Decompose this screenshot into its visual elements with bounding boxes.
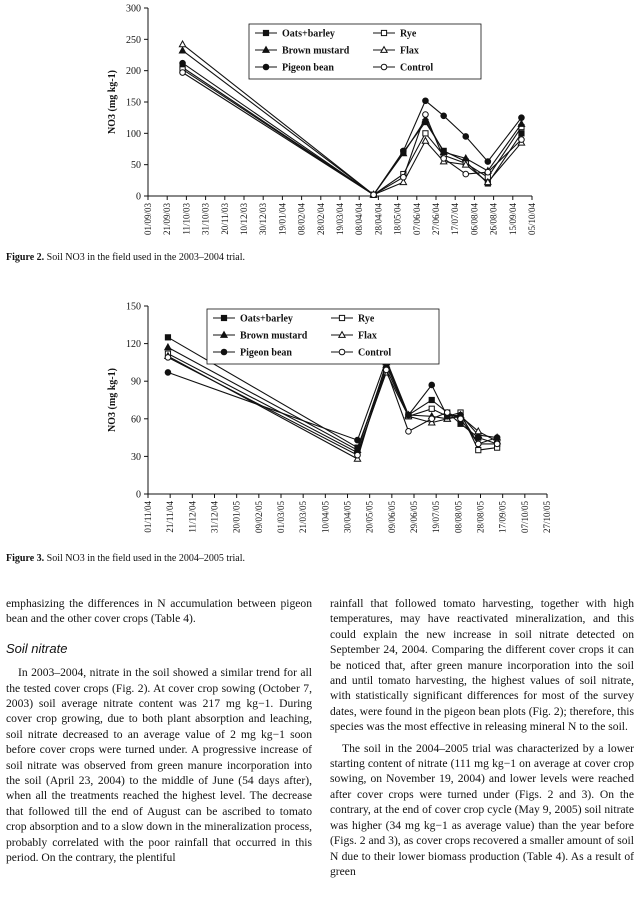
section-title: Soil nitrate	[6, 640, 68, 656]
data-point-marker	[494, 441, 500, 447]
y-tick-label: 150	[126, 301, 141, 313]
data-point-marker	[485, 159, 491, 165]
data-point-marker	[441, 156, 447, 162]
x-tick-label: 20/01/05	[231, 501, 242, 534]
right-column	[330, 596, 634, 879]
x-tick-label: 09/06/05	[386, 501, 397, 534]
y-tick-label: 0	[136, 191, 141, 203]
x-tick-label: 21/03/05	[298, 501, 309, 534]
figure-3-caption-label: Figure 3.	[6, 553, 45, 564]
data-point-marker	[429, 416, 435, 422]
data-point-marker	[221, 349, 227, 355]
y-tick-label: 30	[131, 451, 141, 463]
x-tick-label: 11/12/04	[187, 501, 198, 533]
data-point-marker	[519, 137, 525, 143]
x-tick-label: 19/01/04	[277, 203, 288, 236]
data-point-marker	[494, 435, 500, 441]
y-tick-label: 60	[131, 414, 141, 426]
x-tick-label: 30/04/05	[342, 501, 353, 534]
x-tick-label: 19/03/04	[335, 203, 345, 236]
x-tick-label: 27/10/05	[542, 501, 552, 534]
x-tick-label: 29/06/05	[409, 501, 419, 534]
data-point-marker	[476, 448, 481, 453]
x-tick-label: 01/11/04	[143, 501, 153, 533]
data-point-marker	[458, 416, 464, 422]
x-tick-label: 01/03/05	[276, 501, 286, 534]
series-line	[183, 63, 522, 195]
paragraph: emphasizing the differences in N accumulation between pigeon bean and the other cover crops (Table 4).	[6, 597, 312, 626]
data-point-marker	[179, 47, 185, 53]
x-tick-label: 17/07/04	[450, 203, 461, 236]
data-point-marker	[179, 41, 185, 47]
data-point-marker	[165, 370, 171, 376]
data-point-marker	[263, 30, 268, 35]
data-point-marker	[263, 64, 269, 70]
x-tick-label: 27/06/04	[431, 203, 441, 236]
data-point-marker	[165, 335, 170, 340]
series-line	[183, 68, 522, 195]
series-line	[168, 357, 497, 455]
x-tick-label: 31/12/04	[209, 501, 220, 534]
data-point-marker	[423, 112, 429, 118]
figure-2-caption	[6, 252, 245, 263]
x-tick-label: 11/10/03	[181, 203, 192, 235]
y-axis-label: NO3 (mg kg-1)	[107, 70, 118, 134]
data-point-marker	[429, 397, 434, 402]
data-point-marker	[423, 98, 429, 104]
left-column	[6, 596, 312, 866]
x-tick-label: 10/12/03	[239, 203, 249, 236]
data-point-marker	[429, 382, 435, 388]
x-tick-label: 20/11/03	[219, 203, 230, 235]
legend-label: Brown mustard	[240, 330, 308, 342]
x-tick-label: 19/07/05	[431, 501, 442, 534]
data-point-marker	[165, 344, 171, 350]
data-point-marker	[423, 131, 428, 136]
legend-label: Pigeon bean	[240, 347, 292, 359]
data-point-marker	[475, 441, 481, 447]
figure-2-chart	[0, 0, 640, 240]
x-tick-label: 06/08/04	[469, 203, 480, 236]
data-point-marker	[165, 355, 171, 361]
y-tick-label: 50	[131, 160, 141, 172]
figure-2-caption-label: Figure 2.	[6, 252, 45, 263]
x-tick-label: 20/05/05	[364, 501, 375, 534]
legend-label: Brown mustard	[282, 45, 350, 57]
data-point-marker	[371, 192, 377, 198]
paragraph: rainfall that followed tomato harvesting, together with high temperatures, may have reactivated mineralization, and this could explain the new increase in soil nitrate detected on September 24, 2004. Comparing the different cover crops it can be noticed that, after green manure incorporation into the soil and until tomato harvesting, the highest values of soil nitrate, with statistically significant differences for most of the survey dates, were found in the pigeon bean plots (Fig. 2); therefore, this species was the most effective in releasing mineral N to the soil.	[330, 597, 634, 734]
y-tick-label: 120	[126, 339, 141, 351]
figure-3-chart	[0, 296, 640, 546]
data-point-marker	[355, 437, 361, 443]
data-point-marker	[444, 410, 450, 416]
series-line	[168, 354, 497, 453]
x-tick-label: 09/02/05	[253, 501, 264, 534]
series-line	[168, 360, 497, 444]
paragraph: In 2003–2004, nitrate in the soil showed a similar trend for all the tested cover crops (Fig. 2). At cover crop sowing (October 7, 2003) soil average nitrate content was 217 mg kg−1. During cover crop growing, due to both plant absorption and leaching, soil nitrate decreased to an average value of 2 mg kg−1 soon before cover crops were turned under. A progressive increase of soil nitrate was observed from green manure incorporation into the soil (April 23, 2004) to the middle of June (54 days after), when all the treatments reached the highest level. The decrease that followed till the end of August can be ascribed to tomato crop absorption and to a slow down in the mineralization process, probably correlated with the poor rainfall that occurred in this period. On the contrary, the plentiful	[6, 666, 312, 865]
x-tick-label: 08/02/04	[296, 203, 307, 236]
legend-label: Rye	[400, 28, 417, 40]
data-point-marker	[381, 64, 387, 70]
x-tick-label: 07/10/05	[519, 501, 530, 534]
data-point-marker	[381, 30, 386, 35]
x-tick-label: 07/06/04	[411, 203, 422, 236]
data-point-marker	[355, 452, 361, 458]
y-tick-label: 0	[136, 489, 141, 501]
data-point-marker	[180, 60, 186, 66]
figure-3-caption-text: Soil NO3 in the field used in the 2004–2005 trial.	[46, 553, 245, 564]
legend-label: Flax	[400, 45, 419, 57]
x-tick-label: 08/04/04	[354, 203, 365, 236]
series-line	[183, 69, 522, 194]
x-tick-label: 15/09/04	[507, 203, 518, 236]
data-point-marker	[485, 169, 491, 175]
y-tick-label: 100	[126, 128, 141, 140]
x-tick-label: 05/10/04	[527, 203, 537, 236]
y-tick-label: 90	[131, 376, 141, 388]
paragraph: The soil in the 2004–2005 trial was characterized by a lower starting content of nitrate (111 mg kg−1 on average at cover crop sowing, on November 19, 2004) and lower levels were reached after cover crops were turned under (Figs. 2 and 3). On the contrary, at the end of cover crop cycle (May 9, 2005) soil nitrate was higher (34 mg kg−1 as average value) than the year before (Figs. 2 and 3), as cover crops recovered a smaller amount of soil N due to their lower biomass production (Table 4). As a result of green	[330, 741, 634, 878]
series-line	[168, 356, 497, 459]
x-tick-label: 26/08/04	[488, 203, 499, 236]
data-point-marker	[519, 115, 525, 121]
legend-label: Flax	[358, 330, 377, 342]
x-tick-label: 21/11/04	[165, 501, 176, 533]
x-tick-label: 17/09/05	[497, 501, 508, 534]
legend-label: Oats+barley	[240, 313, 293, 325]
x-tick-label: 31/10/03	[200, 203, 211, 236]
x-tick-label: 30/12/03	[258, 203, 269, 236]
x-tick-label: 21/09/03	[162, 203, 173, 236]
x-tick-label: 10/04/05	[320, 501, 331, 534]
data-point-marker	[339, 349, 345, 355]
x-tick-label: 08/08/05	[453, 501, 464, 534]
data-point-marker	[339, 315, 344, 320]
legend-label: Rye	[358, 313, 375, 325]
data-point-marker	[221, 315, 226, 320]
data-point-marker	[463, 171, 469, 177]
data-point-marker	[401, 174, 407, 180]
data-point-marker	[401, 148, 407, 154]
data-point-marker	[406, 429, 412, 435]
data-point-marker	[519, 131, 524, 136]
figure-3-caption	[6, 553, 245, 564]
y-tick-label: 300	[126, 3, 141, 15]
x-tick-label: 01/09/03	[143, 203, 153, 236]
y-tick-label: 200	[126, 66, 141, 78]
x-tick-label: 28/02/04	[315, 203, 326, 236]
data-point-marker	[383, 367, 389, 373]
x-tick-label: 18/05/04	[392, 203, 403, 236]
figure-2-caption-text: Soil NO3 in the field used in the 2003–2004 trial.	[46, 252, 245, 263]
data-point-marker	[429, 406, 434, 411]
legend-label: Pigeon bean	[282, 62, 334, 74]
legend-label: Oats+barley	[282, 28, 335, 40]
data-point-marker	[463, 134, 469, 140]
data-point-marker	[406, 412, 412, 418]
series-line	[183, 73, 522, 195]
legend-label: Control	[400, 62, 434, 74]
data-point-marker	[441, 113, 447, 119]
y-tick-label: 150	[126, 97, 141, 109]
y-tick-label: 250	[126, 34, 141, 46]
x-tick-label: 28/04/04	[373, 203, 384, 236]
legend-label: Control	[358, 347, 392, 359]
y-axis-label: NO3 (mg kg-1)	[107, 368, 118, 432]
data-point-marker	[180, 70, 186, 76]
x-tick-label: 28/08/05	[475, 501, 486, 534]
